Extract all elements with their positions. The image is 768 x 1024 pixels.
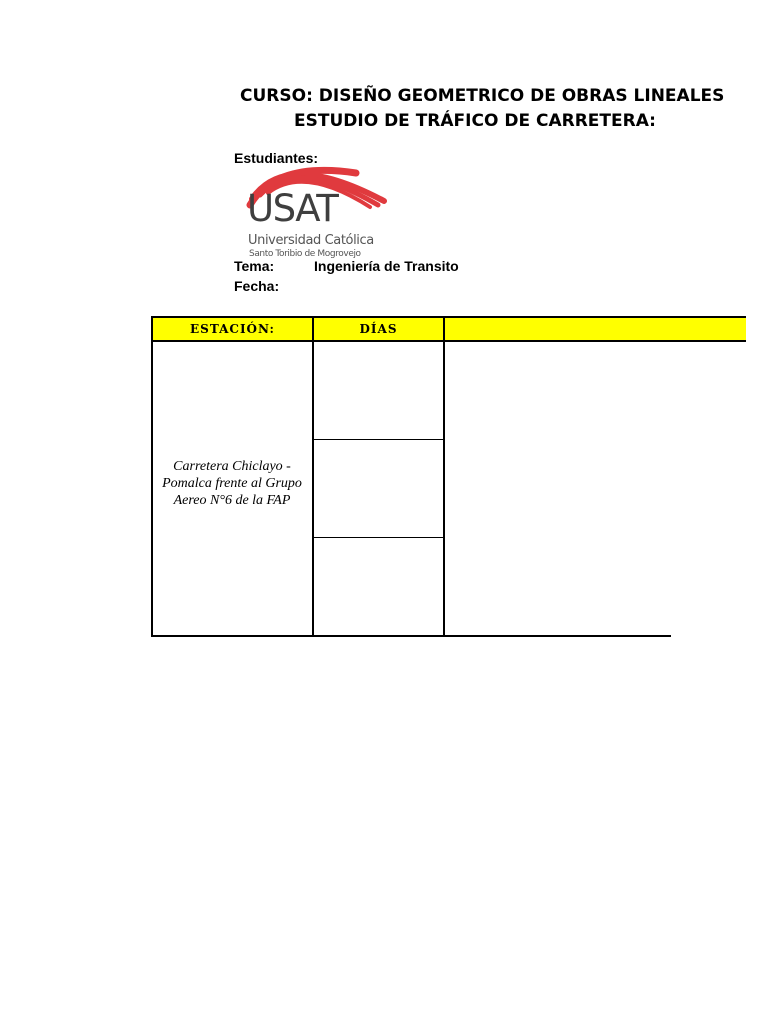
usat-logo bbox=[246, 153, 391, 263]
table-left-border bbox=[151, 316, 153, 637]
tema-label: Tema: bbox=[234, 258, 275, 274]
column-header-estacion: ESTACIÓN: bbox=[190, 322, 275, 336]
day-cell bbox=[314, 538, 443, 635]
logo-wordmark: USAT bbox=[247, 187, 338, 230]
day-cell bbox=[314, 440, 443, 537]
tema-value: Ingeniería de Transito bbox=[314, 258, 459, 274]
column-header-dias: DÍAS bbox=[359, 322, 398, 336]
day-cell bbox=[314, 342, 443, 439]
logo-university-subtitle: Santo Toribio de Mogrovejo bbox=[249, 249, 361, 259]
course-title: CURSO: DISEÑO GEOMETRICO DE OBRAS LINEALES bbox=[240, 86, 725, 106]
table-header-bottom-border bbox=[151, 340, 746, 342]
study-title: ESTUDIO DE TRÁFICO DE CARRETERA: bbox=[294, 111, 656, 131]
table-top-border bbox=[151, 316, 746, 318]
estudiantes-label: Estudiantes: bbox=[234, 150, 319, 166]
column-divider bbox=[443, 316, 445, 637]
station-name-cell: Carretera Chiclayo - Pomalca frente al Grupo Aereo N°6 de la FAP bbox=[162, 459, 302, 508]
table-bottom-border bbox=[151, 635, 671, 637]
logo-university-name: Universidad Católica bbox=[248, 233, 374, 248]
fecha-label: Fecha: bbox=[234, 278, 280, 294]
